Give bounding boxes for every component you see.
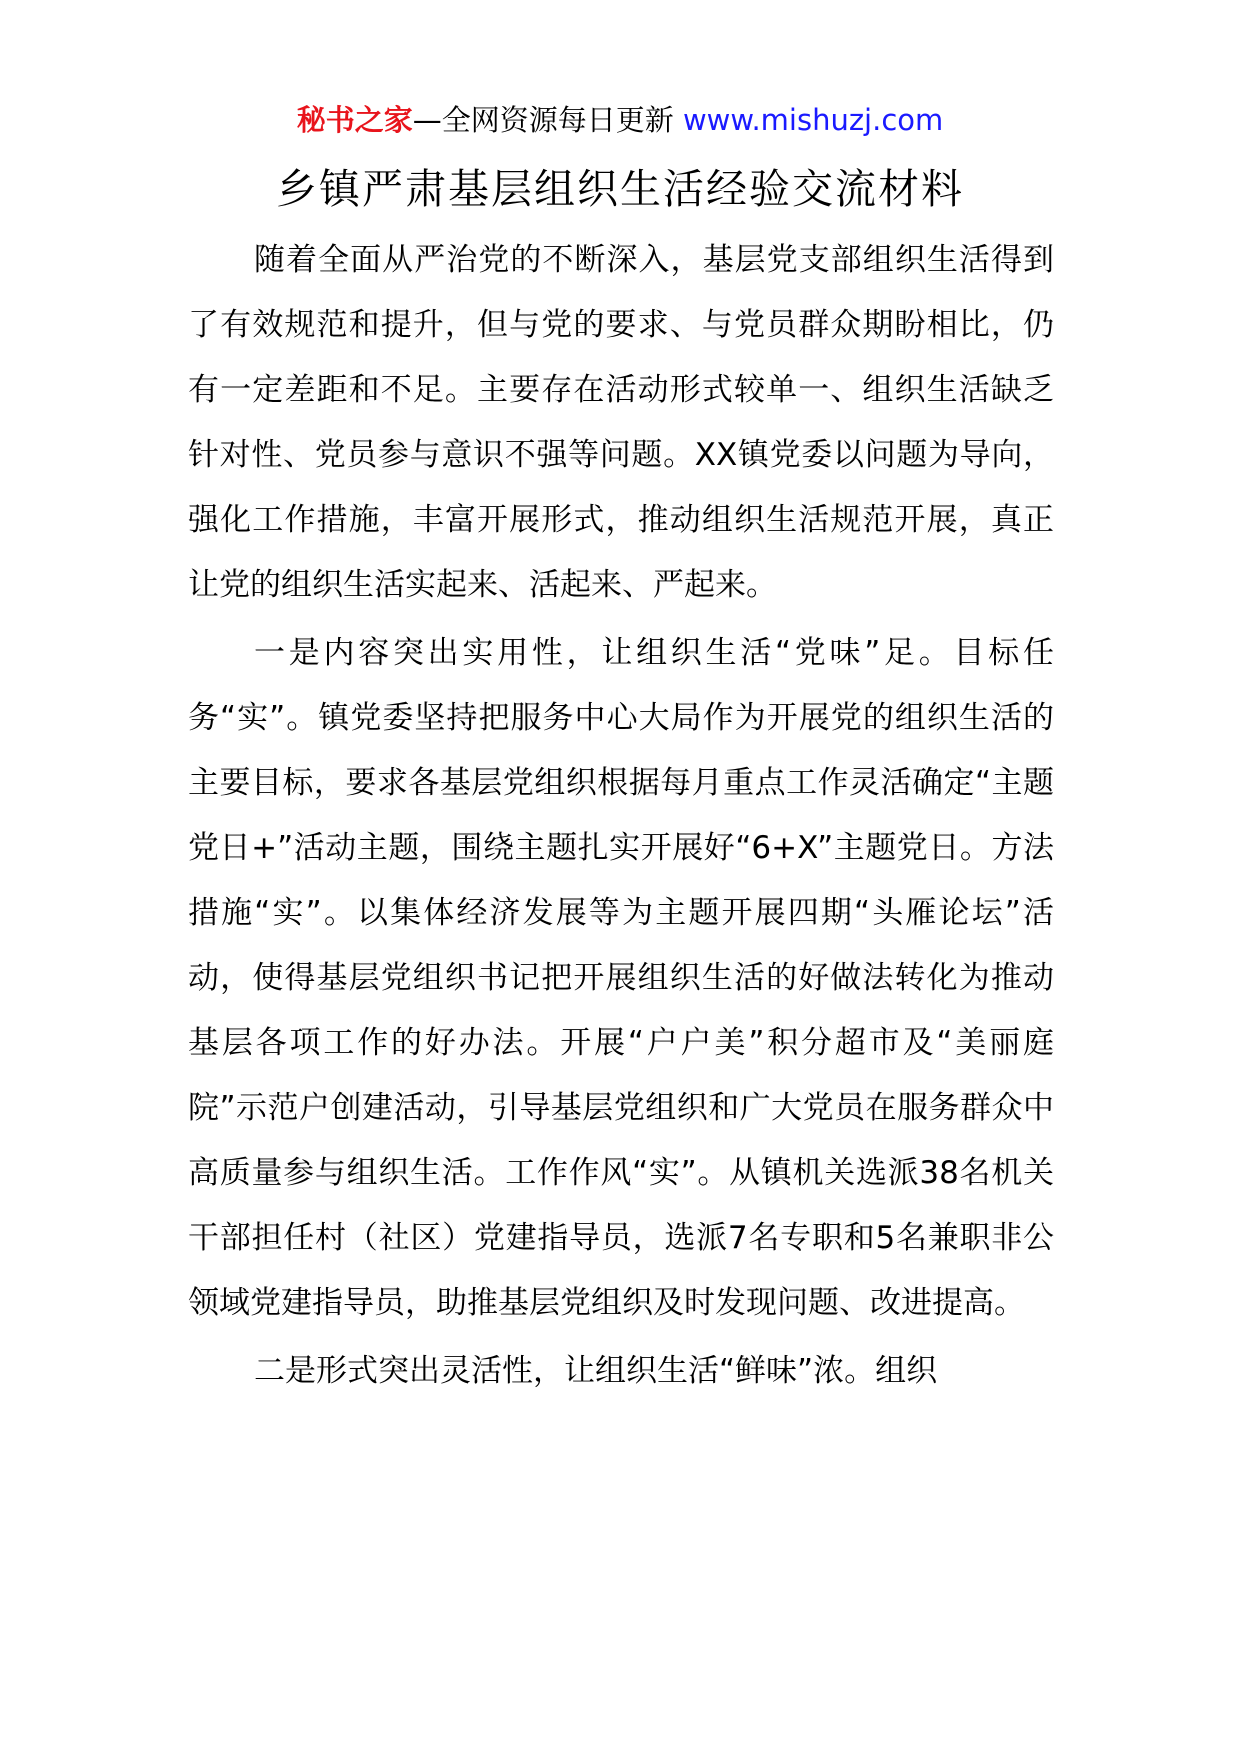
paragraph-intro: 随着全面从严治党的不断深入，基层党支部组织生活得到了有效规范和提升，但与党的要求、与党员群众期盼相比，仍有一定差距和不足。主要存在活动形式较单一、组织生活缺乏针对性、党员参与意识不强等问题。XX镇党委以问题为导向，强化工作措施，丰富开展形式，推动组织生活规范开展，真正让党的组织生活实起来、活起来、严起来。 <box>188 242 1054 603</box>
site-banner <box>0 100 1240 140</box>
paragraph-point-one: 一是内容突出实用性，让组织生活“党味”足。目标任务“实”。镇党委坚持把服务中心大局作为开展党的组织生活的主要目标，要求各基层党组织根据每月重点工作灵活确定“主题党日+”活动主题，围绕主题扎实开展好“6+X”主题党日。方法措施“实”。以集体经济发展等为主题开展四期“头雁论坛”活动，使得基层党组织书记把开展组织生活的好做法转化为推动基层各项工作的好办法。开展“户户美”积分超市及“美丽庭院”示范户创建活动，引导基层党组织和广大党员在服务群众中高质量参与组织生活。工作作风“实”。从镇机关选派38名机关干部担任村（社区）党建指导员，选派7名专职和5名兼职非公领域党建指导员，助推基层党组织及时发现问题、改进提高。 <box>188 635 1054 1321</box>
paragraph-point-two: 二是形式突出灵活性，让组织生活“鲜味”浓。组织 <box>254 1353 938 1389</box>
site-tagline: —全网资源每日更新 <box>412 103 683 137</box>
site-brand-name: 秘书之家 <box>296 103 413 137</box>
site-url-link[interactable]: www.mishuzj.com <box>682 103 944 137</box>
document-title: 乡镇严肃基层组织生活经验交流材料 <box>276 165 964 213</box>
document-body <box>188 228 1054 1407</box>
